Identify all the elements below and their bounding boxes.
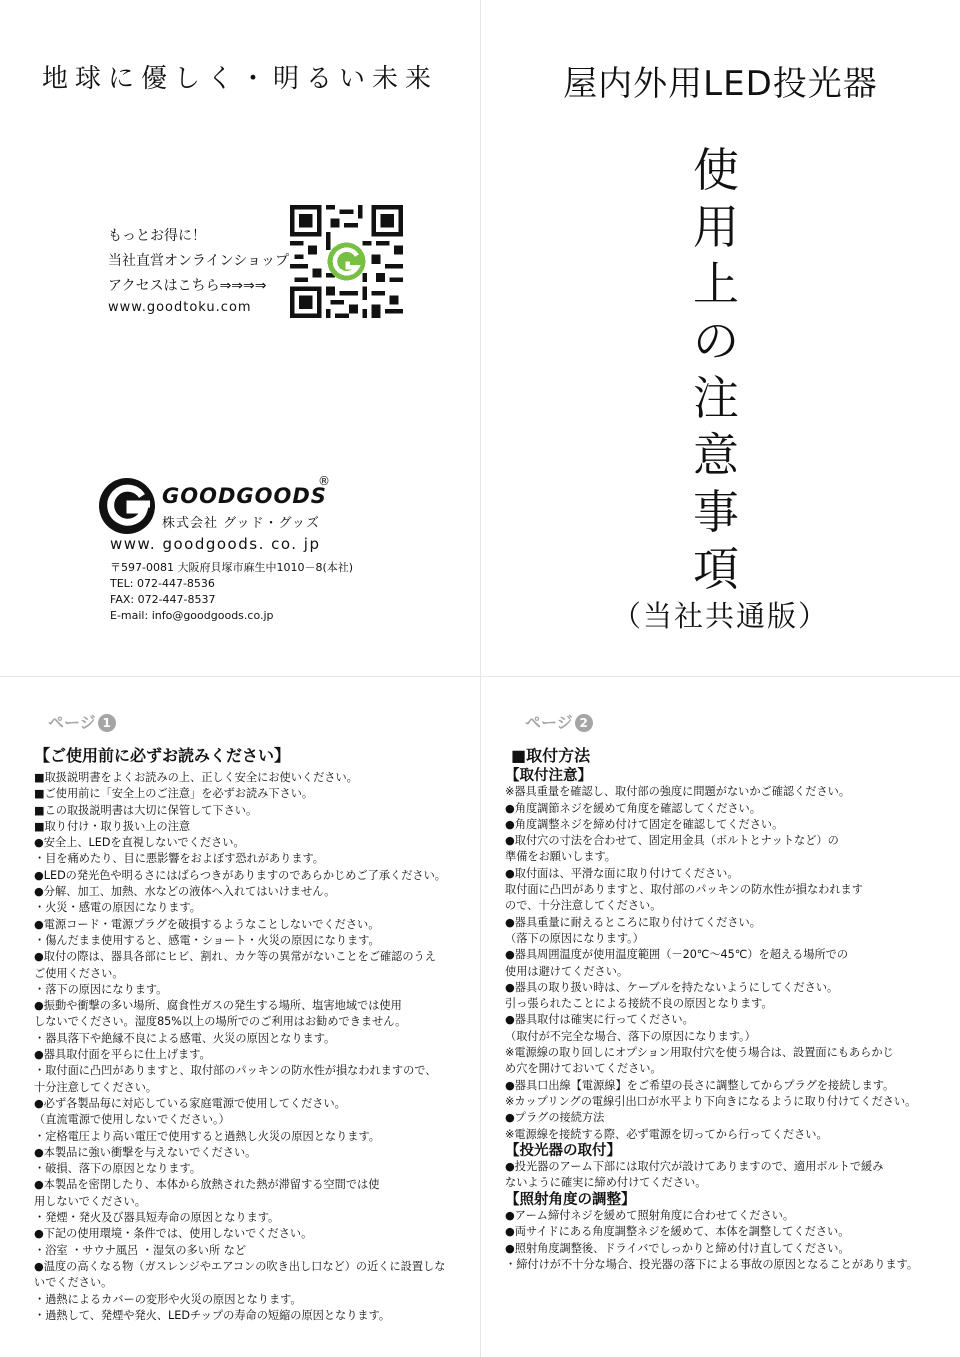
text-line: ●照射角度調整後、ドライバでしっかりと締め付け直してください。 xyxy=(505,1241,850,1255)
goodgoods-logo-icon xyxy=(98,477,156,535)
text-line: ●器具口出線【電源線】をご希望の長さに調整してからプラグを接続します。 xyxy=(505,1078,895,1092)
text-line: ■ご使用前に「安全上のご注意」を必ずお読み下さい。 xyxy=(34,787,314,801)
text-line: 【投光器の取付】 xyxy=(505,1142,621,1159)
page-2-panel xyxy=(481,677,960,1357)
text-line: ●器具の取り扱い時は、ケーブルを持たないようにしてください。 xyxy=(505,980,839,994)
text-line: 準備をお願いします。 xyxy=(505,850,616,864)
edition-label: （当社共通版） xyxy=(611,599,829,633)
text-line: ないように確実に締め付けてください。 xyxy=(505,1176,707,1190)
address: 〒597-0081 大阪府貝塚市麻生中1010－8(本社) xyxy=(110,561,354,574)
page-2-text xyxy=(505,768,918,1273)
fax: FAX: 072-447-8537 xyxy=(110,593,216,606)
page-label-text: ページ xyxy=(48,713,96,732)
text-line: ●両サイドにある角度調整ネジを緩めて、本体を調整してください。 xyxy=(505,1225,850,1239)
slogan: 地球に優しく・明るい未来 xyxy=(41,64,438,94)
brand-name: GOODGOODS xyxy=(162,484,327,508)
registered-mark: ® xyxy=(318,474,330,488)
product-title: 屋内外用LED投光器 xyxy=(563,64,878,104)
text-line: ・浴室 ・サウナ風呂 ・湿気の多い所 など xyxy=(34,1243,247,1257)
text-line: ・器具落下や絶縁不良による感電、火災の原因となります。 xyxy=(34,1031,336,1045)
page-label-text: ページ xyxy=(525,713,573,732)
text-line: ●下記の使用環境・条件では、使用しないでください。 xyxy=(34,1227,313,1241)
text-line: ●取付穴の寸法を合わせて、固定用金具（ボルトとナットなど）の xyxy=(505,834,839,848)
text-line: ●アーム締付ネジを緩めて照射角度に合わせてください。 xyxy=(505,1209,795,1223)
qr-code[interactable] xyxy=(290,205,403,318)
text-line: ●プラグの接続方法 xyxy=(505,1111,605,1125)
text-line: ※カップリングの電線引出口が水平より下向きになるように取り付けてください。 xyxy=(505,1094,917,1108)
text-line: め穴を開けておいてください。 xyxy=(505,1062,662,1076)
text-line: ■取り付け・取り扱い上の注意 xyxy=(34,819,191,833)
text-line: ●本製品に強い衝撃を与えないでください。 xyxy=(34,1145,257,1159)
text-line: ●器具取付面を平らに仕上げます。 xyxy=(34,1048,211,1062)
title-char: 上 xyxy=(693,257,739,311)
text-line: ●温度の高くなる物（ガスレンジやエアコンの吹き出し口など）の近くに設置しな xyxy=(34,1259,446,1273)
text-line: ・定格電圧より高い電圧で使用すると過熱し火災の原因となります。 xyxy=(34,1129,380,1143)
text-line: ・傷んだまま使用すると、感電・ショート・火災の原因になります。 xyxy=(34,933,380,947)
text-line: ●器具重量に耐えるところに取り付けてください。 xyxy=(505,915,761,929)
title-char: の xyxy=(693,314,739,368)
email[interactable]: E-mail: info@goodgoods.co.jp xyxy=(110,609,274,622)
text-line: ・落下の原因になります。 xyxy=(34,982,168,996)
text-line: ●振動や衝撃の多い場所、腐食性ガスの発生する場所、塩害地域では使用 xyxy=(34,999,402,1013)
text-line: 【照射角度の調整】 xyxy=(505,1191,636,1208)
title-panel xyxy=(481,0,960,676)
shop-line: アクセスはこちら⇒⇒⇒⇒ xyxy=(108,278,267,294)
title-char: 使 xyxy=(693,143,739,197)
text-line: ・取付面に凸凹がありますと、取付部のパッキンの防水性が損なわれますので、 xyxy=(34,1064,437,1078)
text-line: ●本製品を密閉したり、本体から放熱された熱が滞留する空間では使 xyxy=(34,1178,380,1192)
text-line: ・破損、落下の原因となります。 xyxy=(34,1162,201,1176)
page-label xyxy=(525,710,593,733)
text-line: （取付が不完全な場合、落下の原因になります。） xyxy=(505,1029,756,1043)
text-line: ●LEDの発光色や明るさにはばらつきがありますのであらかじめご了承ください。 xyxy=(34,868,446,882)
title-char: 意 xyxy=(693,428,739,482)
cover-panel xyxy=(0,0,480,676)
text-line: ●器具周囲温度が使用温度範囲（－20℃～45℃）を超える場所での xyxy=(505,948,849,962)
contact-info xyxy=(110,560,353,624)
page-number-badge: 2 xyxy=(575,714,593,732)
title-char: 項 xyxy=(693,542,739,596)
text-line: ●投光器のアーム下部には取付穴が設けてありますので、適用ボルトで緩み xyxy=(505,1160,884,1174)
text-line: ●器具取付は確実に行ってください。 xyxy=(505,1013,694,1027)
text-line: ・発煙・発火及び器具短寿命の原因となります。 xyxy=(34,1211,280,1225)
text-line: ■取扱説明書をよくお読みの上、正しく安全にお使いください。 xyxy=(34,771,358,784)
text-line: ●電源コード・電源プラグを破損するようなことしないでください。 xyxy=(34,917,380,931)
title-char: 事 xyxy=(693,485,739,539)
text-line: （落下の原因になります。） xyxy=(505,931,644,945)
text-line: しないでください。湿度85%以上の場所でのご利用はお勧めできません。 xyxy=(34,1015,407,1029)
text-line: 取付面に凸凹がありますと、取付部のパッキンの防水性が損なわれます xyxy=(505,883,863,897)
text-line: ※電源線の取り回しにオプション用取付穴を使う場合は、設置面にもあらかじ xyxy=(505,1046,894,1060)
text-line: ●必ず各製品毎に対応している家庭電源で使用してください。 xyxy=(34,1096,346,1110)
text-line: 引っ張られたことによる接続不良の原因となります。 xyxy=(505,997,773,1011)
text-line: 【取付注意】 xyxy=(505,768,592,784)
page-1-text xyxy=(34,770,446,1324)
text-line: ●分解、加工、加熱、水などの液体へ入れてはいけません。 xyxy=(34,885,336,899)
online-shop-info xyxy=(108,224,289,316)
page-2-heading: ■取付方法 xyxy=(511,746,591,765)
text-line: ・締付けが不十分な場合、投光器の落下による事故の原因となることがあります。 xyxy=(505,1257,919,1271)
page-1-panel xyxy=(0,677,480,1357)
text-line: ・火災・感電の原因になります。 xyxy=(34,901,201,915)
text-line: （直流電源で使用しないでください。） xyxy=(34,1113,230,1127)
vertical-title xyxy=(686,142,746,598)
text-line: ●角度調整ネジを締め付けて固定を確認してください。 xyxy=(505,817,784,831)
title-char: 注 xyxy=(693,371,739,425)
text-line: 用しないでください。 xyxy=(34,1194,146,1208)
text-line: ●取付の際は、器具各部にヒビ、割れ、カケ等の異常がないことをご確認のうえ xyxy=(34,950,436,964)
text-line: ご使用ください。 xyxy=(34,966,124,980)
text-line: いでください。 xyxy=(34,1276,113,1290)
title-char: 用 xyxy=(693,200,739,254)
page-label xyxy=(48,710,116,733)
text-line: ●取付面は、平滑な面に取り付けてください。 xyxy=(505,866,739,880)
text-line: ※電源線を接続する際、必ず電源を切ってから行ってください。 xyxy=(505,1127,828,1141)
text-line: ●安全上、LEDを直視しないでください。 xyxy=(34,836,245,850)
text-line: ・目を痛めたり、目に悪影響をおよぼす恐れがあります。 xyxy=(34,852,324,866)
text-line: ■この取扱説明書は大切に保管して下さい。 xyxy=(34,803,258,817)
text-line: ・過熱して、発煙や発火、LEDチップの寿命の短縮の原因となります。 xyxy=(34,1308,391,1322)
text-line: ・過熱によるカバーの変形や火災の原因となります。 xyxy=(34,1292,302,1306)
text-line: 使用は避けてください。 xyxy=(505,964,629,978)
page-1-heading: 【ご使用前に必ずお読みください】 xyxy=(34,746,291,765)
text-line: ●角度調節ネジを緩めて角度を確認してください。 xyxy=(505,801,761,815)
shop-line: もっとお得に！ xyxy=(108,228,206,244)
tel: TEL: 072-447-8536 xyxy=(110,577,215,590)
text-line: ので、十分注意してください。 xyxy=(505,899,662,913)
shop-url[interactable]: www.goodtoku.com xyxy=(108,300,252,315)
shop-line: 当社直営オンラインショップ xyxy=(108,253,289,269)
text-line: ※器具重量を確認し、取付部の強度に問題がないかご確認ください。 xyxy=(505,785,851,799)
company-name: 株式会社 グッド・グッズ xyxy=(162,516,320,531)
page-number-badge: 1 xyxy=(98,714,116,732)
company-website[interactable]: www. goodgoods. co. jp xyxy=(110,535,321,553)
text-line: 十分注意してください。 xyxy=(34,1080,158,1094)
